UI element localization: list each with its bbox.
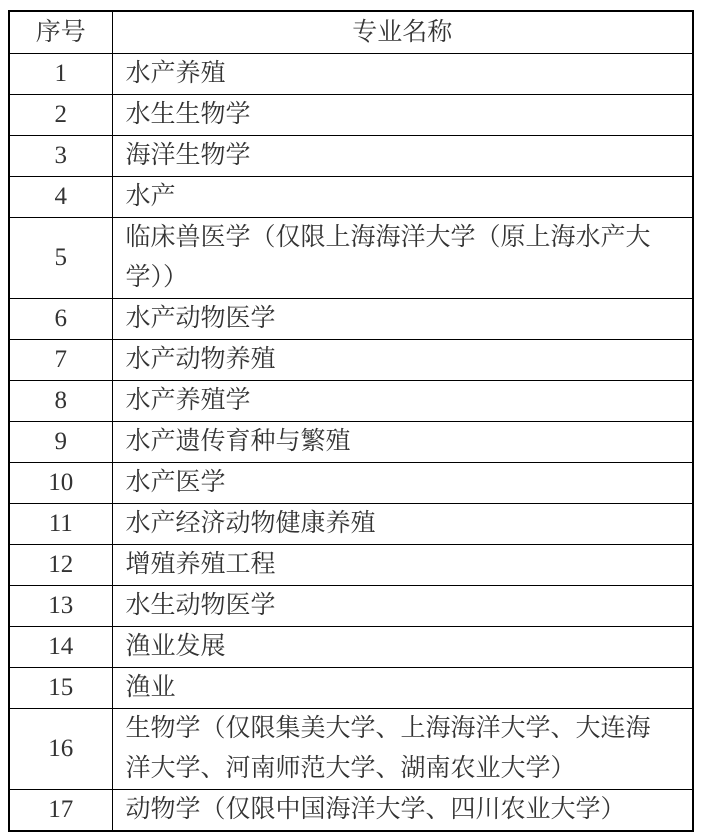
table-row xyxy=(9,585,693,626)
table-row xyxy=(9,217,693,298)
major-name-cell: 渔业 xyxy=(112,667,693,708)
row-number-cell: 16 xyxy=(9,708,112,789)
row-number-cell: 2 xyxy=(9,94,112,135)
table-row xyxy=(9,176,693,217)
row-number-cell: 9 xyxy=(9,421,112,462)
table-body xyxy=(9,53,693,831)
row-number-cell: 13 xyxy=(9,585,112,626)
major-name-cell: 水产养殖 xyxy=(112,53,693,94)
row-number-cell: 7 xyxy=(9,339,112,380)
row-number-cell: 17 xyxy=(9,789,112,831)
header-cell-number: 序号 xyxy=(9,11,112,53)
table-row xyxy=(9,708,693,789)
major-name-cell: 水产遗传育种与繁殖 xyxy=(112,421,693,462)
table-row xyxy=(9,503,693,544)
table-row xyxy=(9,94,693,135)
row-number-cell: 6 xyxy=(9,298,112,339)
major-name-cell: 增殖养殖工程 xyxy=(112,544,693,585)
table-row xyxy=(9,298,693,339)
table-row xyxy=(9,380,693,421)
row-number-cell: 5 xyxy=(9,217,112,298)
table-row xyxy=(9,421,693,462)
major-name-cell: 水产 xyxy=(112,176,693,217)
row-number-cell: 10 xyxy=(9,462,112,503)
major-name-cell: 水产经济动物健康养殖 xyxy=(112,503,693,544)
major-name-cell: 临床兽医学（仅限上海海洋大学（原上海水产大学）） xyxy=(112,217,693,298)
header-row xyxy=(9,11,693,53)
major-name-cell: 水产养殖学 xyxy=(112,380,693,421)
major-name-cell: 生物学（仅限集美大学、上海海洋大学、大连海洋大学、河南师范大学、湖南农业大学） xyxy=(112,708,693,789)
header-cell-major-name: 专业名称 xyxy=(112,11,693,53)
majors-table xyxy=(8,10,694,832)
table-row xyxy=(9,667,693,708)
major-name-cell: 海洋生物学 xyxy=(112,135,693,176)
table-row xyxy=(9,544,693,585)
table-row xyxy=(9,462,693,503)
row-number-cell: 12 xyxy=(9,544,112,585)
row-number-cell: 14 xyxy=(9,626,112,667)
row-number-cell: 8 xyxy=(9,380,112,421)
major-name-cell: 水产医学 xyxy=(112,462,693,503)
table-row xyxy=(9,53,693,94)
major-name-cell: 水生生物学 xyxy=(112,94,693,135)
major-name-cell: 水产动物医学 xyxy=(112,298,693,339)
table-row xyxy=(9,339,693,380)
row-number-cell: 15 xyxy=(9,667,112,708)
major-name-cell: 动物学（仅限中国海洋大学、四川农业大学） xyxy=(112,789,693,831)
major-name-cell: 水生动物医学 xyxy=(112,585,693,626)
row-number-cell: 4 xyxy=(9,176,112,217)
table-row xyxy=(9,789,693,831)
major-name-cell: 渔业发展 xyxy=(112,626,693,667)
table-row xyxy=(9,626,693,667)
row-number-cell: 3 xyxy=(9,135,112,176)
row-number-cell: 11 xyxy=(9,503,112,544)
table-row xyxy=(9,135,693,176)
row-number-cell: 1 xyxy=(9,53,112,94)
major-name-cell: 水产动物养殖 xyxy=(112,339,693,380)
